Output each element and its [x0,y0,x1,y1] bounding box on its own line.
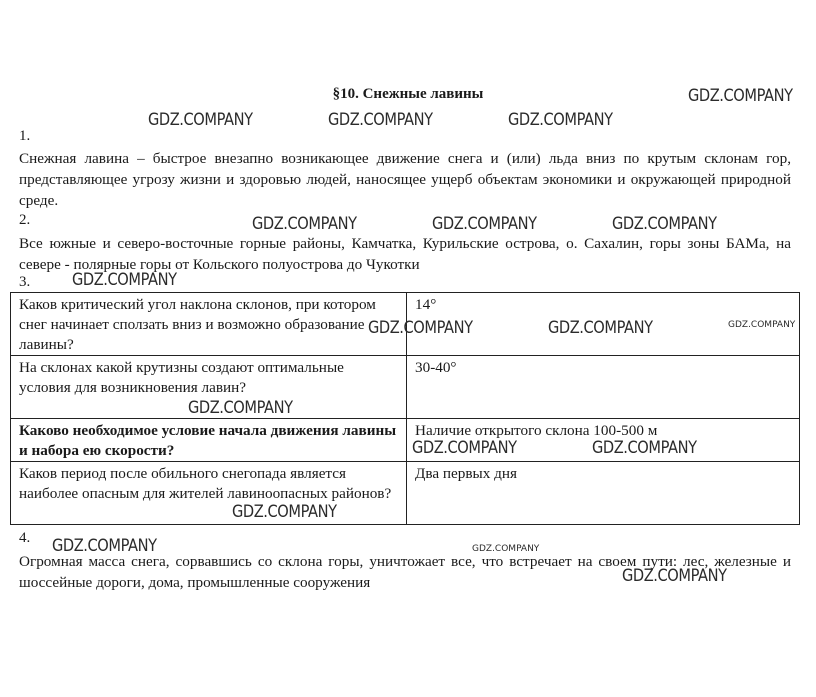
watermark: GDZ.COMPANY [52,536,157,556]
section-number-2: 2. [19,212,31,228]
watermark: GDZ.COMPANY [688,86,793,106]
section-number-1: 1. [19,128,31,144]
watermark: GDZ.COMPANY [612,214,717,234]
watermark: GDZ.COMPANY [432,214,537,234]
table-question: На склонах какой крутизны создают оптимальные условия для возникновения лавин? [11,356,407,419]
watermark: GDZ.COMPANY [592,438,697,458]
page-title: §10. Снежные лавины [332,86,484,102]
section-number-4: 4. [19,530,31,546]
table-answer: Наличие открытого склона 100-500 м [407,419,800,462]
table-answer: 14° [407,293,800,356]
watermark: GDZ.COMPANY [148,110,253,130]
table-question: Каково необходимое условие начала движения лавины и набора ею скорости? [11,419,407,462]
watermark: GDZ.COMPANY [72,270,177,290]
watermark: GDZ.COMPANY [328,110,433,130]
table-answer: 30-40° [407,356,800,419]
watermark: GDZ.COMPANY [412,438,517,458]
section-number-3: 3. [19,274,31,290]
table-question: Каков период после обильного снегопада является наиболее опасным для жителей лавиноопасных районов? [11,462,407,525]
watermark: GDZ.COMPANY [232,502,337,522]
watermark: GDZ.COMPANY [252,214,357,234]
watermark: GDZ.COMPANY [622,566,727,586]
watermark: GDZ.COMPANY [188,398,293,418]
table-row [11,462,800,525]
table-question: Каков критический угол наклона склонов, при котором снег начинает сползать вниз и возможно образование лавины? [11,293,407,356]
section-text-1: Снежная лавина – быстрое внезапно возникающее движение снега и (или) льда вниз по крутым склонам гор, представляющее угрозу жизни и здоровью людей, наносящее ущерб объектам экономики и окружающей природной среде. [19,150,791,209]
section-text-4: Огромная масса снега, сорвавшись со склона горы, уничтожает все, что встречает на своем пути: лес, железные и шоссейные дороги, дома, промышленные сооружения [19,553,791,591]
table-answer: Два первых дня [407,462,800,525]
watermark: GDZ.COMPANY [508,110,613,130]
section-text-2: Все южные и северо-восточные горные районы, Камчатка, Курильские острова, о. Сахалин, горы зоны БАМа, на севере - полярные горы от Кольского полуострова до Чукотки [19,235,791,273]
watermark: GDZ.COMPANY [368,318,473,338]
table-row [11,356,800,419]
watermark: GDZ.COMPANY [472,544,540,554]
watermark: GDZ.COMPANY [728,320,796,330]
watermark: GDZ.COMPANY [548,318,653,338]
